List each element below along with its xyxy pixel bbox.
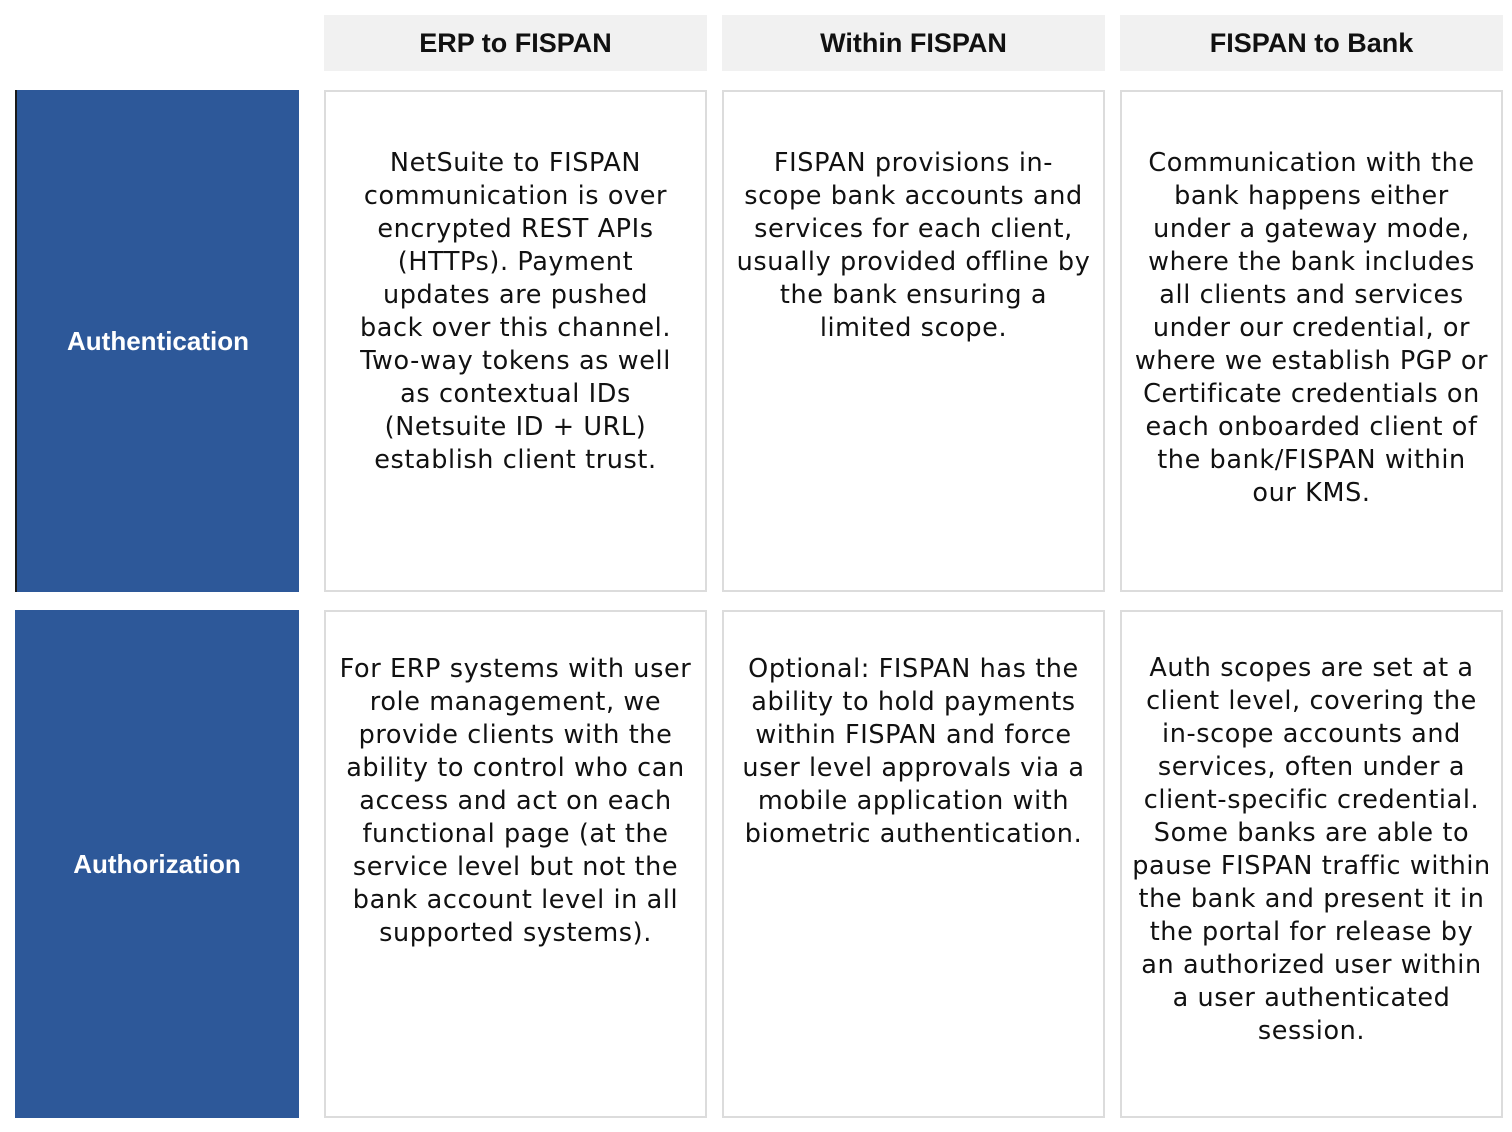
- cell-text: Optional: FISPAN has the ability to hold payments within FISPAN and force user level approvals via a mobile application with biometric authentication.: [742, 654, 1085, 849]
- cell-text: For ERP systems with user role management, we provide clients with the ability to control who can access and act on each functional page (at the service level but not the bank account level in all supported systems).: [339, 654, 692, 948]
- row-header-authorization: [15, 610, 299, 1118]
- row-header-label: Authentication: [67, 325, 249, 356]
- column-header-fispan-to-bank: FISPAN to Bank: [1120, 15, 1503, 71]
- cell-authentication-within-fispan: [722, 90, 1105, 592]
- cell-text: Auth scopes are set at a client level, covering the in-scope accounts and services, often under a client-specific credential. Some banks are able to pause FISPAN traffic within the bank and present it in the portal for release by an authorized user within a user authenticated session.: [1132, 653, 1491, 1046]
- cell-authorization-within-fispan: [722, 610, 1105, 1118]
- column-header-erp-to-fispan: ERP to FISPAN: [324, 15, 707, 71]
- cell-authentication-fispan-to-bank: [1120, 90, 1503, 592]
- cell-text: FISPAN provisions in-scope bank accounts and services for each client, usually provided offline by the bank ensuring a limited scope.: [736, 148, 1091, 343]
- cell-authentication-erp-to-fispan: [324, 90, 707, 592]
- row-header-label: Authorization: [73, 848, 241, 879]
- cell-authorization-fispan-to-bank: [1120, 610, 1503, 1118]
- cell-text: NetSuite to FISPAN communication is over encrypted REST APIs (HTTPs). Payment updates are pushed back over this channel. Two-way tokens as well as contextual IDs (Netsuite ID + URL) establish client trust.: [359, 148, 672, 475]
- cell-authorization-erp-to-fispan: [324, 610, 707, 1118]
- column-header-within-fispan: Within FISPAN: [722, 15, 1105, 71]
- cell-text: Communication with the bank happens either under a gateway mode, where the bank includes all clients and services under our credential, or where we establish PGP or Certificate credentials on each onboarded client of the bank/FISPAN within our KMS.: [1134, 148, 1489, 508]
- row-header-authentication: [15, 90, 299, 592]
